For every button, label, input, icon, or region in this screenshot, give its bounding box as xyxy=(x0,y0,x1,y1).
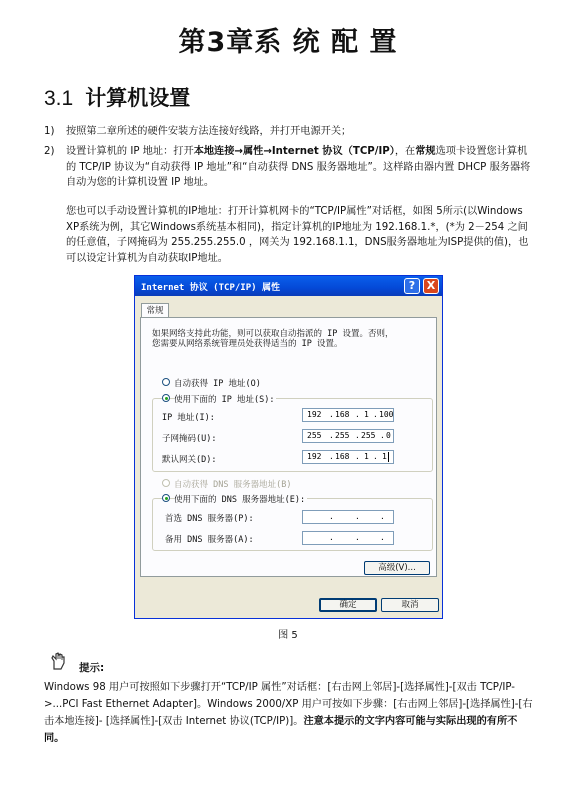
help-icon[interactable]: ? xyxy=(404,278,420,294)
list-bold-part: 常规 xyxy=(415,146,436,157)
octet: 1 xyxy=(364,410,369,419)
cancel-button[interactable]: 取消 xyxy=(381,598,439,612)
manual-dns-label: 使用下面的 DNS 服务器地址(E): xyxy=(174,495,306,505)
close-icon[interactable]: X xyxy=(423,278,439,294)
list-bold-part: 本地连接→属性→Internet 协议（TCP/IP） xyxy=(193,146,395,157)
list-text xyxy=(66,144,532,191)
chapter-title: 第3章系 统 配 置 xyxy=(178,27,398,58)
tab-general[interactable]: 常规 xyxy=(141,303,169,318)
octet: 255 xyxy=(361,431,376,440)
manual-dns-radio[interactable] xyxy=(162,494,170,502)
manual-ip-label: 使用下面的 IP 地址(S): xyxy=(174,395,275,405)
tip-text-part: Windows 98 用户可按照如下步骤打开“TCP/IP 属性”对话框：[右击网上邻居]-[选择属性]-[双击 TCP/IP->...PCI Fast Ethernet Adapter]。Windows 2000/XP 用户可按如下步骤：[右击网上邻居]-[选择属性]-[右击本地连接]- [选择属性]-[双击 Internet 协议(TCP/IP)]。 xyxy=(44,682,533,727)
figure-caption: 图 5 xyxy=(278,630,298,641)
ip-address-label: IP 地址(I): xyxy=(162,413,215,423)
list-number: 1) xyxy=(44,126,55,137)
gateway-field[interactable]: 192 . 168 . 1 . 1 xyxy=(302,450,394,464)
preferred-dns-label: 首选 DNS 服务器(P): xyxy=(165,514,254,524)
octet: 168 xyxy=(335,452,350,461)
octet: 0 xyxy=(386,431,391,440)
octet: 192 xyxy=(307,410,322,419)
tip-label: 提示: xyxy=(79,662,105,674)
tip-hand-icon xyxy=(48,651,68,671)
gateway-label: 默认网关(D): xyxy=(162,455,217,465)
octet: 255 xyxy=(307,431,322,440)
dialog-title: Internet 协议 (TCP/IP) 属性 xyxy=(141,283,280,293)
subnet-mask-label: 子网掩码(U): xyxy=(162,434,217,444)
list-number: 2) xyxy=(44,146,55,157)
manual-ip-radio[interactable] xyxy=(162,394,170,402)
section-number: 3.1 xyxy=(44,87,74,110)
dialog-desc-line1: 如果网络支持此功能，则可以获取自动指派的 IP 设置。否则， xyxy=(152,329,394,339)
octet: 192 xyxy=(307,452,322,461)
list-text-part: 设置计算机的 IP 地址：打开 xyxy=(66,146,194,157)
list-text: 按照第二章所述的硬件安装方法连接好线路，并打开电源开关； xyxy=(66,126,352,137)
advanced-button[interactable]: 高级(V)... xyxy=(364,561,430,575)
octet: 255 xyxy=(335,431,350,440)
list-text-part: ，在 xyxy=(394,146,416,157)
tip-text-bold: 注意本提示的文字内容可能与实际出现的有所不同。 xyxy=(44,716,518,744)
auto-ip-label: 自动获得 IP 地址(O) xyxy=(174,379,261,389)
auto-ip-radio[interactable] xyxy=(162,378,170,386)
subnet-mask-field[interactable]: 255 . 255 . 255 . 0 xyxy=(302,429,394,443)
tip-text xyxy=(44,679,534,747)
octet: 100 xyxy=(379,410,394,419)
tcpip-properties-dialog xyxy=(134,275,443,619)
alternate-dns-label: 备用 DNS 服务器(A): xyxy=(165,535,254,545)
auto-dns-radio[interactable] xyxy=(162,479,170,487)
auto-dns-label: 自动获得 DNS 服务器地址(B) xyxy=(174,480,292,490)
preferred-dns-field[interactable]: . . . xyxy=(302,510,394,524)
octet: 1 xyxy=(364,452,369,461)
general-panel xyxy=(140,317,437,577)
octet: 1 xyxy=(382,452,387,461)
ok-button[interactable]: 确定 xyxy=(319,598,377,612)
list-text-part: 选项卡设置您计算机的 TCP/IP 协议为“自动获得 IP 地址”和“自动获得 DNS 服务器地址”。这样路由器内置 DHCP 服务器将自动为您的计算机设置 IP 地址。 xyxy=(66,146,531,188)
octet: 168 xyxy=(335,410,350,419)
alternate-dns-field[interactable]: . . . xyxy=(302,531,394,545)
section-heading xyxy=(44,82,190,112)
body-paragraph: 您也可以手动设置计算机的IP地址：打开计算机网卡的“TCP/IP属性”对话框，如图 5所示(以Windows XP系统为例，其它Windows系统基本相同)，指定计算机的IP地址为 192.168.1.*，(*为 2－254 之间的任意值，子网掩码为 255.255.255.0 ，网关为 192.168.1.1，DNS服务器地址为ISP提供的值)，也可以设定计算机为自动获取IP地址。 xyxy=(66,206,529,264)
section-title: 计算机设置 xyxy=(85,86,191,110)
dialog-desc-line2: 您需要从网络系统管理员处获得适当的 IP 设置。 xyxy=(152,339,343,349)
dialog-titlebar xyxy=(135,276,442,296)
ip-address-field[interactable]: 192 . 168 . 1 . 100 xyxy=(302,408,394,422)
